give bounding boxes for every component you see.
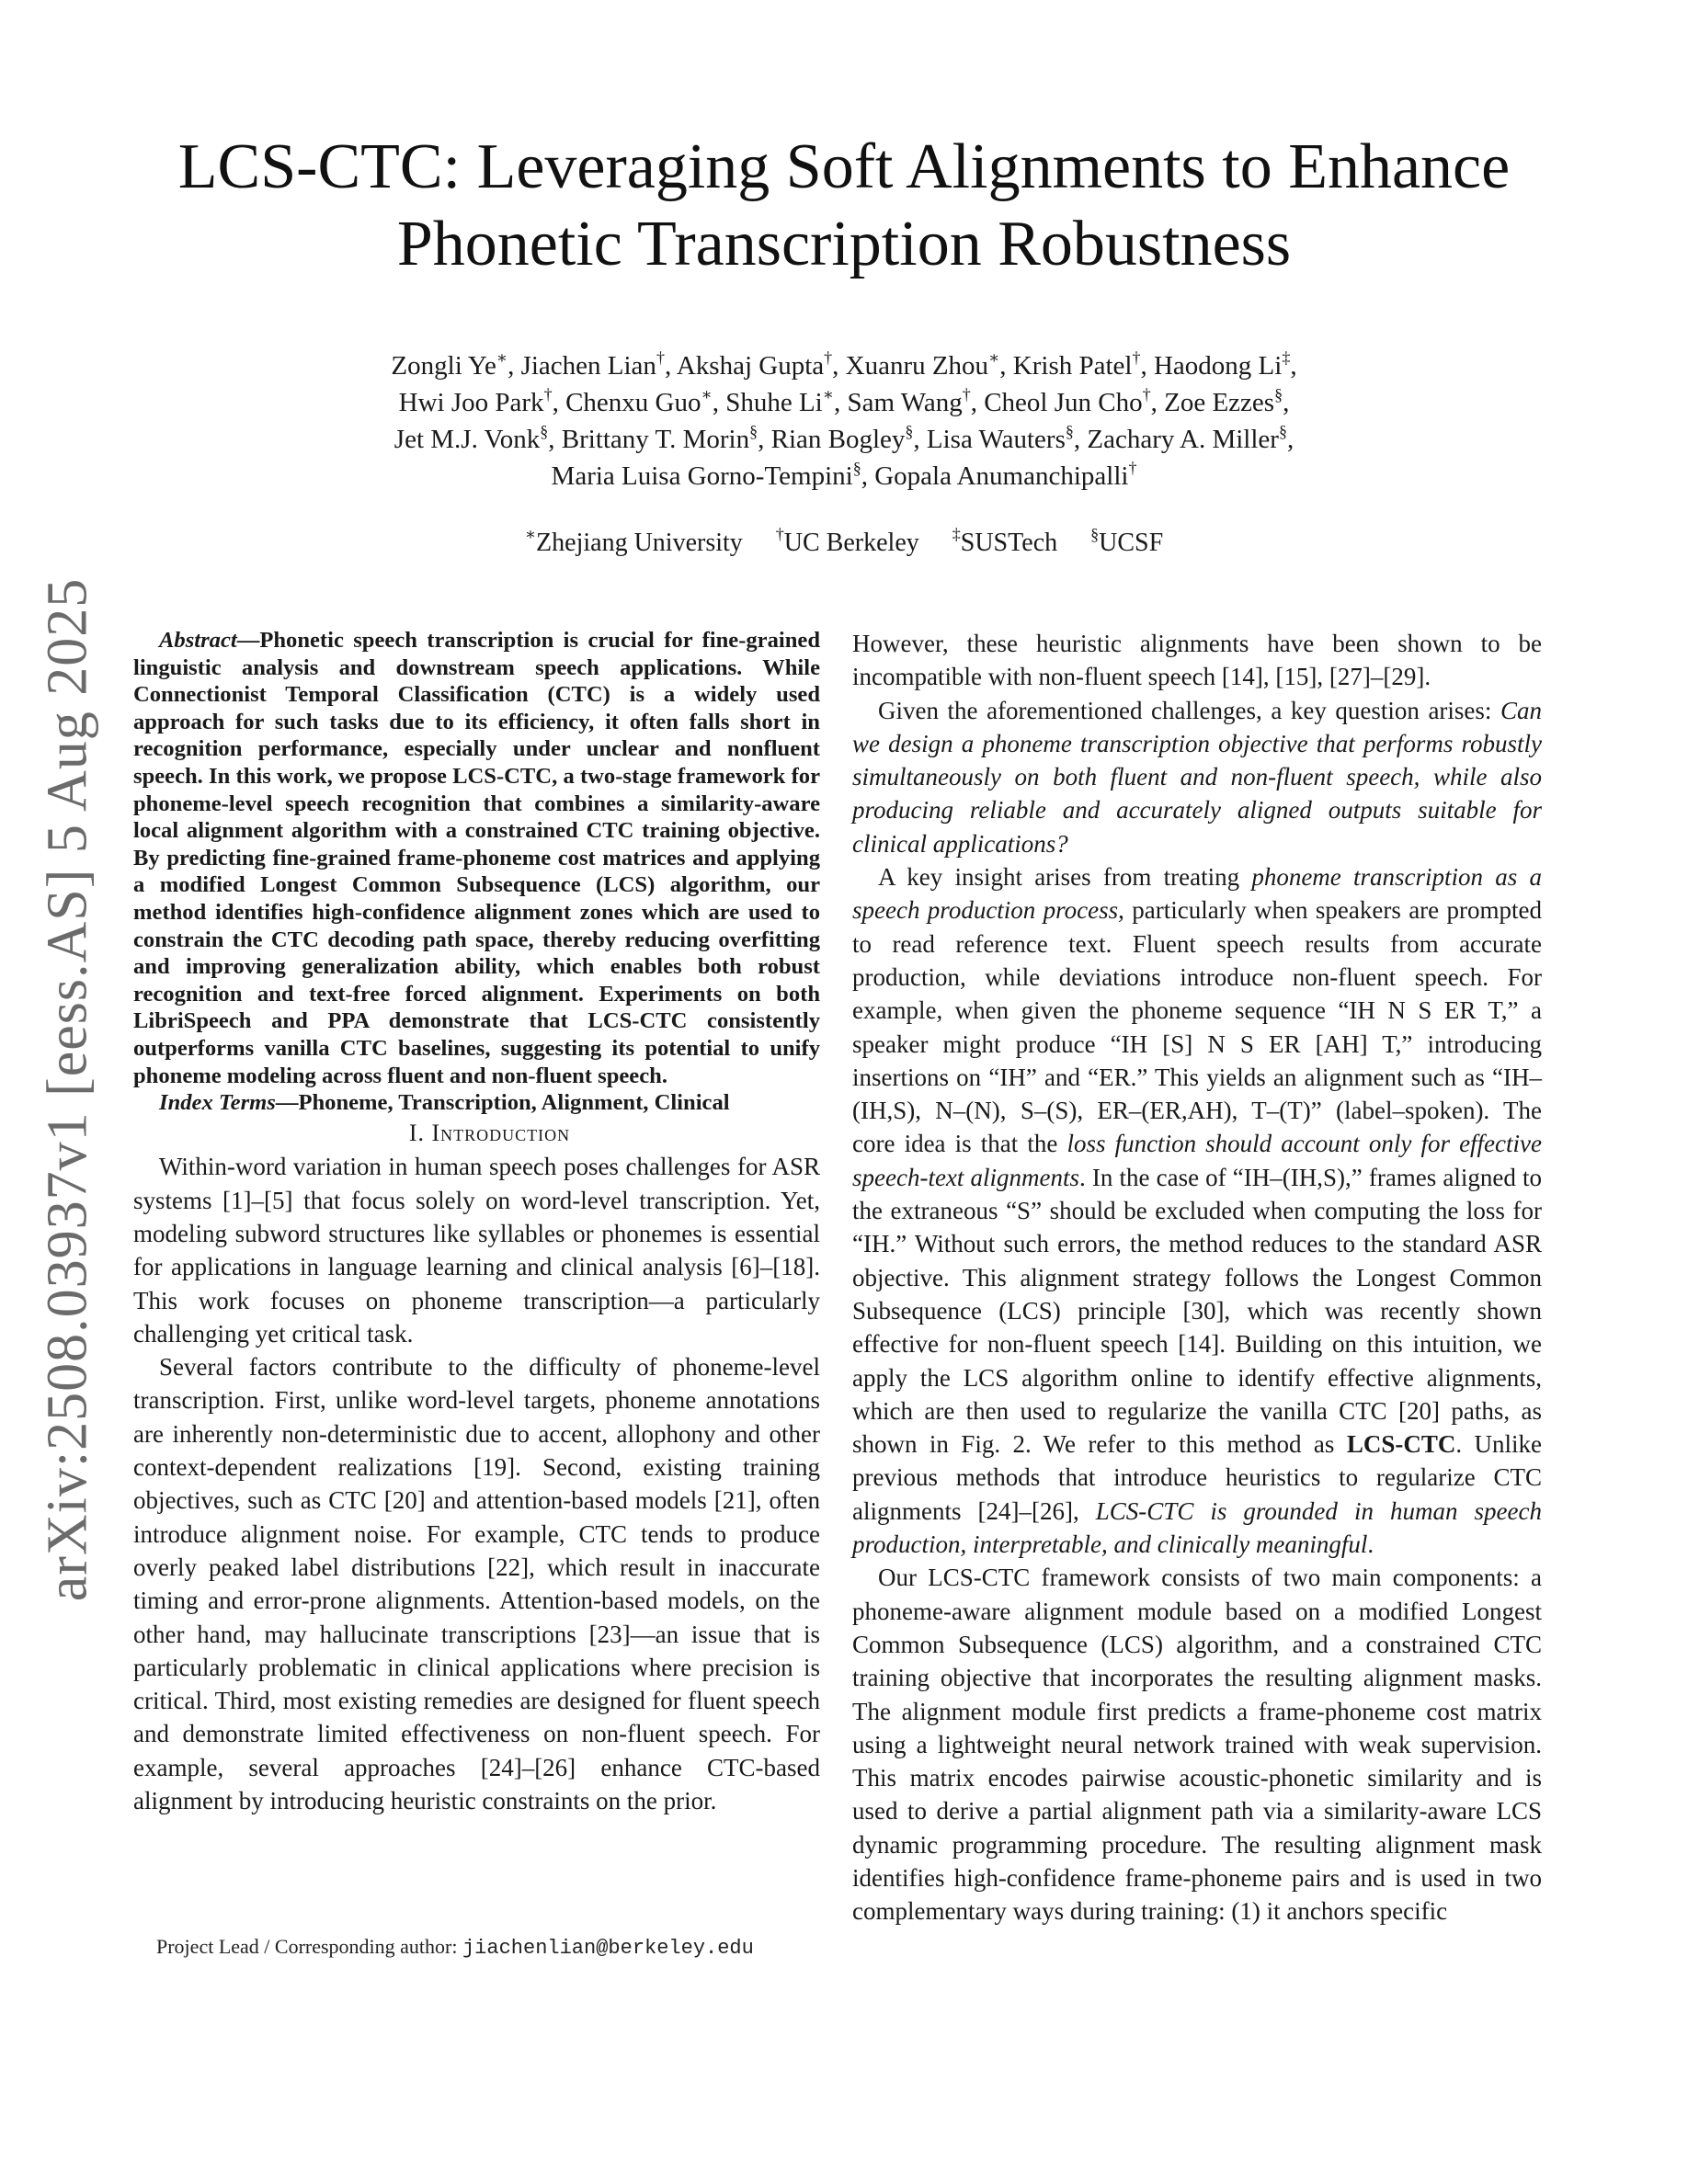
affiliation-mark: † — [1132, 348, 1141, 367]
insight-text-a: A key insight arises from treating — [878, 863, 1252, 892]
author — [391, 348, 521, 381]
insight-text-c: . In the case of “IH–(IH,S),” frames aligned to the extraneous “S” should be excluded when computing the loss for “IH.” Without such errors, the method reduces to the standard ASR objective. This alignment strategy follows the Longest Common Subsequence (LCS) principle [30], which was recently shown effective for non-fluent speech [14]. Building on this intuition, we apply the LCS algorithm online to identify effective alignments, which are then used to regularize the vanilla CTC [20] paths, as shown in Fig. 2. We refer to this method as — [852, 1163, 1542, 1459]
intro-paragraph-1: Within-word variation in human speech poses challenges for ASR systems [1]–[5] that focus solely on word-level transcription. Yet, modeling subword structures like syllables or phonemes is essential for applications in language learning and clinical analysis [6]–[18]. This work focuses on phoneme transcription—a particularly challenging yet critical task. — [133, 1153, 820, 1348]
affiliation — [775, 525, 919, 557]
insight-emphasis-2: loss function should account only for effective speech-text alignments — [852, 1130, 1542, 1191]
author-name: Chenxu Guo — [565, 388, 701, 417]
affiliation — [524, 525, 743, 557]
author-separator: , — [833, 388, 848, 417]
affiliation-mark: † — [543, 385, 553, 404]
author — [926, 422, 1088, 454]
affiliation-mark: § — [1090, 525, 1100, 543]
author-name: Jiachen Lian — [520, 351, 656, 381]
author — [393, 422, 562, 454]
author — [565, 385, 726, 417]
author — [770, 422, 927, 454]
author — [874, 461, 1136, 491]
affiliation-mark: ∗ — [988, 348, 1000, 367]
author — [847, 385, 985, 417]
author-name: Akshaj Gupta — [676, 351, 825, 381]
footnote — [156, 1935, 754, 1960]
right-column — [852, 627, 1542, 1928]
author-separator: , — [712, 388, 726, 417]
author-name: Hwi Joo Park — [398, 388, 544, 417]
author-name: Haodong Li — [1153, 351, 1283, 381]
author-name: Sam Wang — [847, 388, 963, 417]
affiliation-name: SUSTech — [960, 529, 1058, 557]
index-terms-text: —Phoneme, Transcription, Alignment, Clinical — [275, 1090, 730, 1116]
affiliation-mark: † — [1142, 385, 1151, 404]
question-lead: Given the aforementioned challenges, a key question arises: — [878, 696, 1500, 724]
author-separator: , — [1150, 388, 1165, 417]
author-separator: , — [913, 425, 927, 454]
author-name: Zoe Ezzes — [1164, 388, 1275, 417]
intro-paragraph-2: Several factors contribute to the difficulty of phoneme-level transcription. First, unlike word-level targets, phoneme annotations are inherently non-deterministic due to accent, allophony and other context-dependent realizations [19]. Second, existing training objectives, such as CTC [20] and attention-based models [21], often introduce alignment noise. For example, CTC tends to produce overly peaked label distributions [22], which result in inaccurate timing and error-prone alignments. Attention-based models, on the other hand, may hallucinate transcriptions [23]—an issue that is particularly problematic in clinical applications where precision is critical. Third, most existing remedies are designed for fluent speech and demonstrate limited effectiveness on non-fluent speech. For example, several approaches [24]–[26] enhance CTC-based alignment by introducing heuristic constraints on the prior. — [133, 1353, 820, 1815]
affiliation-mark: † — [1128, 459, 1137, 477]
author — [1087, 422, 1295, 454]
right-paragraph-1: However, these heuristic alignments have been shown to be incompatible with non-fluent speech [14], [15], [27]–[29]. — [852, 630, 1542, 691]
author-name: Cheol Jun Cho — [984, 388, 1143, 417]
author-name: Gopala Anumanchipalli — [874, 461, 1129, 491]
affiliation-mark: † — [656, 348, 665, 367]
author — [398, 385, 566, 417]
affiliation-mark: ∗ — [496, 348, 508, 367]
left-column — [133, 627, 820, 1817]
title-line-1: LCS-CTC: Leveraging Soft Alignments to Enhance — [177, 131, 1511, 202]
affiliation-name: UC Berkeley — [783, 529, 919, 557]
affiliation-mark: § — [905, 422, 914, 440]
abstract-label: Abstract — [159, 628, 237, 653]
author-name: Shuhe Li — [725, 388, 823, 417]
author-separator: , — [508, 351, 521, 381]
affiliation-mark: ∗ — [524, 525, 537, 543]
author-name: Jet M.J. Vonk — [393, 425, 541, 454]
affiliation — [952, 525, 1058, 557]
author-name: Xuanru Zhou — [845, 351, 989, 381]
affiliation-mark: § — [1065, 422, 1074, 440]
right-paragraph-4: Our LCS-CTC framework consists of two main components: a phoneme-aware alignment module based on a modified Longest Common Subsequence (LCS) algorithm, and a constrained CTC training objective that incorporates the resulting alignment masks. The alignment module first predicts a frame-phoneme cost matrix using a lightweight neural network trained with weak supervision. This matrix encodes pairwise acoustic-phonetic similarity and is used to derive a partial alignment path via a similarity-aware LCS dynamic programming procedure. The resulting alignment mask identifies high-confidence frame-phoneme pairs and is used in two complementary ways during training: (1) it anchors specific — [852, 1564, 1542, 1926]
affiliation-mark: ∗ — [822, 385, 834, 404]
abstract — [133, 627, 820, 1089]
affiliation-mark: ‡ — [1282, 348, 1291, 367]
right-paragraph-2 — [852, 694, 1542, 860]
arxiv-identifier: arXiv:2508.03937v1 [eess.AS] 5 Aug 2025 — [36, 577, 99, 1601]
author — [552, 461, 875, 491]
author — [1164, 385, 1290, 417]
author-separator: , — [552, 388, 566, 417]
author-separator: , — [861, 461, 875, 491]
insight-emphasis-1: phoneme transcription as a speech production process — [852, 863, 1542, 925]
affiliation-mark: § — [1278, 422, 1287, 440]
affiliation-mark: † — [962, 385, 971, 404]
section-heading: I. Introduction — [408, 1120, 571, 1147]
affiliation-mark: § — [1274, 385, 1283, 404]
footnote-email[interactable]: jiachenlian@berkeley.edu — [462, 1937, 754, 1960]
author — [845, 348, 1013, 381]
insight-text-b: , particularly when speakers are prompted to read reference text. Fluent speech results from accurate production, while deviations introduce non-fluent speech. For example, when given the phoneme sequence “IH N S ER T,” a speaker might produce “IH [S] N S ER [AH] T,” introducing insertions on “IH” and “ER.” This yields an alignment such as “IH–(IH,S), N–(N), S–(S), ER–(ER,AH), T–(T)” (label–spoken). The core idea is that the — [852, 896, 1542, 1158]
abstract-text: —Phonetic speech transcription is crucial for fine-grained linguistic analysis and downstream speech applications. While Connectionist Temporal Classification (CTC) is a widely used approach for such tasks due to its efficiency, it often falls short in recognition performance, especially under unclear and nonfluent speech. In this work, we propose LCS-CTC, a two-stage framework for phoneme-level speech recognition that combines a similarity-aware local alignment algorithm with a constrained CTC training objective. By predicting fine-grained frame-phoneme cost matrices and applying a modified Longest Common Subsequence (LCS) algorithm, our method identifies high-confidence alignment zones which are used to constrain the CTC decoding path space, thereby reducing overfitting and improving generalization ability, which enables both robust recognition and text-free forced alignment. Experiments on both LibriSpeech and PPA demonstrate that LCS-CTC consistently outperforms vanilla CTC baselines, suggesting its potential to unify phoneme modeling across fluent and non-fluent speech. — [133, 628, 820, 1088]
author-name: Zongli Ye — [391, 351, 496, 381]
author-name: Lisa Wauters — [926, 425, 1066, 454]
author — [520, 348, 677, 381]
affiliation-mark: § — [749, 422, 758, 440]
author-separator: , — [1283, 388, 1290, 417]
author-list — [0, 347, 1688, 495]
insight-emphasis-3: LCS-CTC is grounded in human speech production, interpretable, and clinically meaningful — [852, 1496, 1542, 1559]
affiliation-mark: ‡ — [952, 525, 961, 543]
author-separator: , — [1290, 351, 1297, 381]
method-name: LCS-CTC — [1346, 1430, 1456, 1459]
author-separator: , — [999, 351, 1013, 381]
author-separator: , — [1140, 351, 1154, 381]
paper-title — [0, 129, 1688, 283]
author-separator: , — [1286, 425, 1295, 454]
author-separator: , — [832, 351, 846, 381]
author-separator: , — [1073, 425, 1088, 454]
author — [1012, 348, 1154, 381]
right-paragraph-3 — [852, 860, 1542, 1561]
author — [1153, 348, 1297, 381]
author-separator: , — [548, 425, 562, 454]
author — [725, 385, 848, 417]
author — [984, 385, 1165, 417]
title-line-2: Phonetic Transcription Robustness — [396, 209, 1292, 279]
affiliation-name: UCSF — [1099, 529, 1164, 557]
author-name: Krish Patel — [1012, 351, 1133, 381]
affiliation-list — [0, 527, 1688, 560]
affiliation-mark: § — [540, 422, 549, 440]
author-separator: , — [970, 388, 985, 417]
author-name: Brittany T. Morin — [561, 425, 750, 454]
affiliation-name: Zhejiang University — [536, 529, 743, 557]
author — [676, 348, 846, 381]
author-name: Maria Luisa Gorno-Tempini — [551, 461, 853, 491]
affiliation-mark: ∗ — [701, 385, 713, 404]
footnote-text: Project Lead / Corresponding author: — [156, 1935, 462, 1958]
affiliation-mark: † — [775, 525, 784, 543]
affiliation — [1090, 525, 1164, 557]
index-terms — [133, 1089, 820, 1117]
author-name: Rian Bogley — [770, 425, 906, 454]
affiliation-mark: † — [824, 348, 833, 367]
author-name: Zachary A. Miller — [1087, 425, 1279, 454]
author-separator: , — [664, 351, 677, 381]
arxiv-side-stamp — [35, 577, 101, 1601]
index-terms-label: Index Terms — [159, 1090, 276, 1116]
affiliation-mark: § — [852, 459, 861, 477]
author-separator: , — [758, 425, 771, 454]
insight-text-e: . — [1367, 1530, 1374, 1559]
author — [561, 422, 771, 454]
insight-text-d: . Unlike previous methods that introduce heuristics to regularize CTC alignments [24]–[26], — [852, 1430, 1542, 1525]
key-question: Can we design a phoneme transcription objective that performs robustly simultaneously on both fluent and non-fluent speech, while also producing reliable and accurately aligned outputs suitable for clinical applications? — [852, 696, 1542, 858]
